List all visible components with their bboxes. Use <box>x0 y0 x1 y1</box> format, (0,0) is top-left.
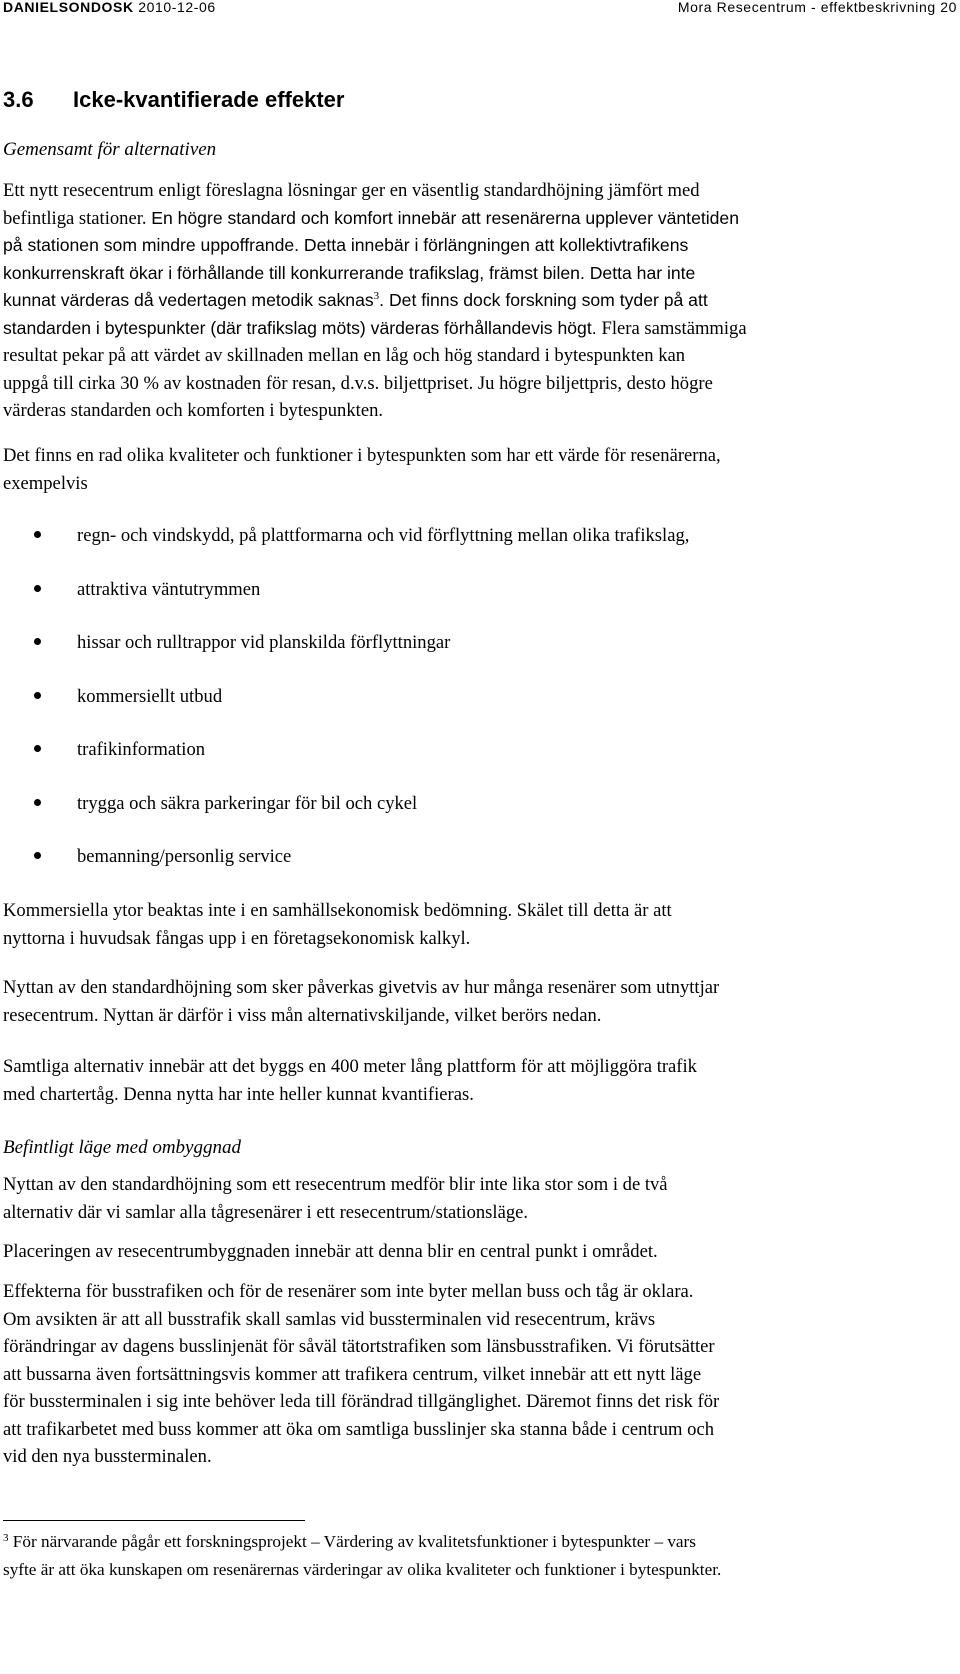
bullet-icon <box>34 585 41 592</box>
paragraph-line: Placeringen av resecentrumbyggnaden innebär att denna blir en central punkt i området. <box>3 1241 658 1262</box>
paragraph-platform <box>3 1053 955 1108</box>
bullet-icon <box>34 531 41 538</box>
paragraph-line: exempelvis <box>3 472 88 494</box>
paragraph-line: för bussterminalen i sig inte behöver leda till förändrad tillgänglighet. Däremot finns det risk för <box>3 1391 720 1412</box>
bullet-icon <box>34 745 41 752</box>
list-item <box>0 629 960 683</box>
header-left <box>3 0 216 14</box>
text-span: på stationen som mindre uppoffrande. <box>3 235 304 255</box>
list-item <box>0 683 960 737</box>
text-span: Flera samstämmiga <box>601 317 747 339</box>
text-span: Detta innebär i förlängningen att kollektivtrafikens <box>303 235 689 255</box>
paragraph-line: resecentrum. Nyttan är därför i viss mån alternativskiljande, vilket berörs nedan. <box>3 1004 602 1026</box>
list-item-text: bemanning/personlig service <box>77 846 292 867</box>
text-span: . Det finns dock forskning som tyder på att <box>379 290 708 310</box>
paragraph-commercial <box>3 897 955 952</box>
header-date: 2010-12-06 <box>138 0 216 15</box>
header-document-title: Mora Resecentrum - effektbeskrivning <box>677 0 936 15</box>
paragraph-line <box>3 232 955 260</box>
qualities-list <box>0 522 960 897</box>
list-item <box>0 790 960 844</box>
footnote-number: 3 <box>3 1532 9 1544</box>
paragraph-line: att trafikarbetet med buss kommer att öka om samtliga busslinjer ska stanna både i centrum och <box>3 1418 715 1440</box>
text-span: kunnat värderas då vedertagen metodik saknas <box>3 290 374 310</box>
paragraph-line <box>3 315 955 343</box>
list-item-text: kommersiellt utbud <box>77 685 223 707</box>
section-heading <box>3 87 344 113</box>
footnote-line <box>3 1528 721 1556</box>
paragraph-standard <box>3 177 955 425</box>
paragraph-line: konkurrenskraft ökar i förhållande till konkurrerande trafikslag, främst bilen. Detta har inte <box>3 262 696 283</box>
paragraph-benefit <box>3 974 955 1029</box>
paragraph-line: Kommersiella ytor beaktas inte i en samhällsekonomisk bedömning. Skälet till detta är att <box>3 900 672 921</box>
header-company: DANIELSONDOSK <box>3 0 134 15</box>
paragraph-line: vid den nya bussterminalen. <box>3 1446 212 1467</box>
text-span: standarden i bytespunkter (där trafikslag möts) värderas förhållandevis högt. <box>3 317 602 338</box>
list-item <box>0 522 960 576</box>
list-item-text: trygga och säkra parkeringar för bil och cykel <box>77 792 418 814</box>
paragraph-line: uppgå till cirka 30 % av kostnaden för resan, d.v.s. biljettpriset. Ju högre biljettpris, desto högre <box>3 372 713 394</box>
list-item <box>0 736 960 790</box>
subheading-existing-location: Befintligt läge med ombyggnad <box>3 1137 241 1158</box>
bullet-icon <box>34 852 41 859</box>
list-item <box>0 843 960 897</box>
paragraph-line: värderas standarden och komforten i bytespunkten. <box>3 400 384 421</box>
subheading-common: Gemensamt för alternativen <box>3 139 217 160</box>
paragraph-line: Ett nytt resecentrum enligt föreslagna lösningar ger en väsentlig standardhöjning jämfört med <box>3 180 700 201</box>
paragraph-line: att bussarna även fortsättningsvis kommer att trafikera centrum, vilket innebär att ett nytt läge <box>3 1363 702 1385</box>
list-item-text: hissar och rulltrappor vid planskilda förflyttningar <box>77 632 451 653</box>
paragraph-line <box>3 205 955 233</box>
list-item-text: attraktiva väntutrymmen <box>77 578 261 600</box>
running-header <box>3 0 957 20</box>
section-number: 3.6 <box>3 87 34 112</box>
paragraph-line: med chartertåg. Denna nytta har inte heller kunnat kvantifieras. <box>3 1083 474 1105</box>
section-title: Icke-kvantifierade effekter <box>73 87 345 112</box>
paragraph-existing-standard <box>3 1171 955 1226</box>
paragraph-line: resultat pekar på att värdet av skillnaden mellan en låg och hög standard i bytespunkten kan <box>3 345 686 366</box>
text-span: För närvarande pågår ett forskningsprojekt – Värdering av kvalitetsfunktioner i bytespunkter – vars <box>8 1532 696 1551</box>
paragraph-line: Nyttan av den standardhöjning som ett resecentrum medför blir inte lika stor som i de två <box>3 1174 668 1195</box>
paragraph-line: alternativ där vi samlar alla tågresenärer i ett resecentrum/stationsläge. <box>3 1201 529 1223</box>
bullet-icon <box>34 692 41 699</box>
footnote-reference: 3 <box>373 290 380 302</box>
text-span: befintliga stationer. <box>3 207 152 229</box>
footnote-line: syfte är att öka kunskapen om resenärernas värderingar av olika kvaliteter och funktioner i bytespunkter. <box>3 1560 722 1579</box>
list-item <box>0 576 960 630</box>
footnote-separator <box>3 1520 305 1521</box>
paragraph-placement <box>3 1238 955 1266</box>
paragraph-line: Det finns en rad olika kvaliteter och funktioner i bytespunkten som har ett värde för resenärerna, <box>3 445 721 466</box>
paragraph-line: förändringar av dagens busslinjenät för såväl tätortstrafiken som länsbusstrafiken. Vi förutsätter <box>3 1336 715 1357</box>
footnote <box>3 1528 721 1584</box>
paragraph-line: Om avsikten är att all busstrafik skall samlas vid bussterminalen vid resecentrum, krävs <box>3 1308 656 1330</box>
header-page-number: 20 <box>940 0 957 15</box>
paragraph-qualities <box>3 442 955 497</box>
bullet-icon <box>34 638 41 645</box>
paragraph-line <box>3 287 955 315</box>
text-span: En högre standard och komfort innebär att resenärerna upplever väntetiden <box>151 207 740 228</box>
header-right <box>678 0 957 14</box>
list-item-text: trafikinformation <box>77 739 206 760</box>
paragraph-bus-traffic <box>3 1278 955 1471</box>
paragraph-line: Nyttan av den standardhöjning som sker påverkas givetvis av hur många resenärer som utnyttjar <box>3 977 720 998</box>
list-item-text: regn- och vindskydd, på plattformarna och vid förflyttning mellan olika trafikslag, <box>77 525 690 546</box>
bullet-icon <box>34 799 41 806</box>
paragraph-line: Samtliga alternativ innebär att det byggs en 400 meter lång plattform för att möjliggöra trafik <box>3 1056 697 1077</box>
paragraph-line: Effekterna för busstrafiken och för de resenärer som inte byter mellan buss och tåg är oklara. <box>3 1281 694 1302</box>
paragraph-line: nyttorna i huvudsak fångas upp i en företagsekonomisk kalkyl. <box>3 927 471 949</box>
